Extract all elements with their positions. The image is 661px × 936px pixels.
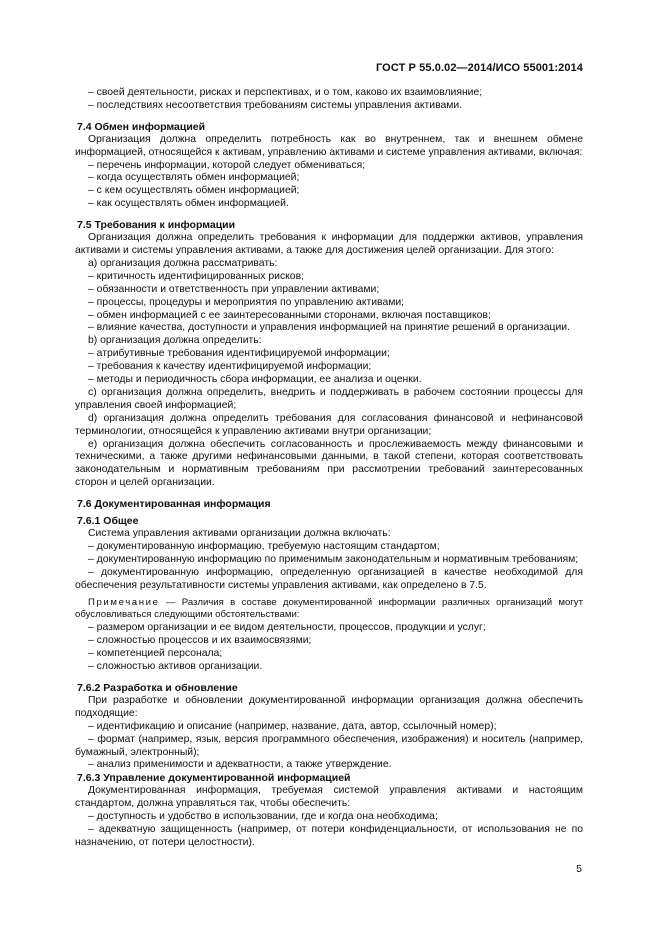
paragraph: Система управления активами организации должна включать: [88, 528, 391, 539]
paragraph: Организация должна определить потребность как во внутреннем, так и внешнем обмене информацией, относящейся к активам, управлению активами и системе управления активами, включая: [75, 133, 583, 158]
note-label: Примечание [88, 596, 160, 608]
list-item: – процессы, процедуры и мероприятия по управлению активами; [88, 296, 405, 308]
list-item: – сложностью процессов и их взаимосвязями; [88, 635, 312, 647]
list-item: – своей деятельности, рисках и перспективах, и о том, каково их взаимовлияние; [88, 87, 483, 98]
section-heading: 7.4 Обмен информацией [77, 120, 206, 133]
list-item: – как осуществлять обмен информацией. [88, 198, 289, 210]
list-item: – обмен информацией с ее заинтересованными сторонами, включая поставщиков; [88, 309, 491, 321]
document-header: ГОСТ Р 55.0.02—2014/ИСО 55001:2014 [375, 62, 583, 74]
section-heading: 7.6 Документированная информация [77, 498, 271, 511]
paragraph: a) организация должна рассматривать: [88, 257, 278, 269]
list-item: – требования к качеству идентифицируемой информации; [88, 361, 372, 373]
list-item: – доступность и удобство в использовании, где и когда она необходима; [88, 811, 438, 823]
list-item: – компетенцией персонала; [88, 648, 223, 660]
paragraph: c) организация должна определить, внедрить и поддерживать в рабочем состоянии процессы для управления своей информацией; [75, 386, 583, 411]
page-number: 5 [576, 863, 582, 875]
document-body [75, 87, 583, 850]
list-item: – перечень информации, которой следует обмениваться; [88, 159, 366, 171]
paragraph: e) организация должна обеспечить согласованность и прослеживаемость между финансовыми и техническими, а также другими нефинансовыми данными, в такой степени, которая соответствовать законодательным и нормативным требованиям при рассмотрении требований заинтересованных сторон и целей организации. [75, 438, 583, 489]
list-item: – документированную информацию, определенную организацией в качестве необходимой для обеспечения результативности системы управления активами, как определено в 7.5. [75, 566, 583, 591]
list-item: – с кем осуществлять обмен информацией; [88, 185, 300, 197]
note-paragraph [75, 597, 583, 623]
list-item: – документированную информацию, требуемую настоящим стандартом; [88, 540, 440, 552]
list-item: – атрибутивные требования идентифицируемой информации; [88, 348, 390, 360]
paragraph: Организация должна определить требования к информации для поддержки активов, управления активами и системы управления активами, а также для достижения целей организации. Для этого: [75, 232, 583, 256]
section-heading: 7.6.1 Общее [77, 515, 139, 528]
paragraph: b) организация должна определить: [88, 335, 262, 347]
list-item: – сложностью активов организации. [88, 661, 263, 673]
paragraph: При разработке и обновлении документированной информации организация должна обеспечить подходящие: [75, 694, 583, 719]
list-item: – формат (например, язык, версия программного обеспечения, изображения) и носитель (например, бумажный, электронный); [75, 733, 583, 758]
paragraph: Документированная информация, требуемая системой управления активами и настоящим стандартом, должна управляться так, чтобы обеспечить: [75, 785, 583, 810]
section-heading: 7.6.3 Управление документированной информацией [77, 772, 351, 785]
list-item: – обязанности и ответственность при управлении активами; [88, 283, 380, 295]
section-heading: 7.6.2 Разработка и обновление [77, 681, 238, 694]
paragraph: d) организация должна определить требования для согласования финансовой и нефинансовой терминологии, относящейся к управлению активами внутри организации; [75, 412, 583, 437]
list-item: – идентификацию и описание (например, название, дата, автор, ссылочный номер); [88, 720, 497, 732]
list-item: – когда осуществлять обмен информацией; [88, 172, 300, 184]
list-item: – размером организации и ее видом деятельности, процессов, продукции и услуг; [88, 622, 486, 634]
list-item: – влияние качества, доступности и управления информацией на принятие решений в организации. [88, 322, 570, 334]
list-item: – последствиях несоответствия требованиям системы управления активами. [88, 99, 463, 111]
section-heading: 7.5 Требования к информации [77, 219, 236, 232]
note-text: — Различия в составе документированной информации различных организаций могут обусловливаться следующими обстоятельствами: [75, 596, 583, 621]
list-item: – методы и периодичность сбора информации, ее анализа и оценки. [88, 374, 422, 386]
list-item: – анализ применимости и адекватности, а также утверждение. [88, 759, 392, 771]
list-item: – адекватную защищенность (например, от потери конфиденциальности, от использования не по назначению, от потери целостности). [75, 823, 583, 848]
list-item: – критичность идентифицированных рисков; [88, 270, 304, 282]
list-item: – документированную информацию по применимым законодательным и нормативным требованиям; [88, 553, 579, 565]
